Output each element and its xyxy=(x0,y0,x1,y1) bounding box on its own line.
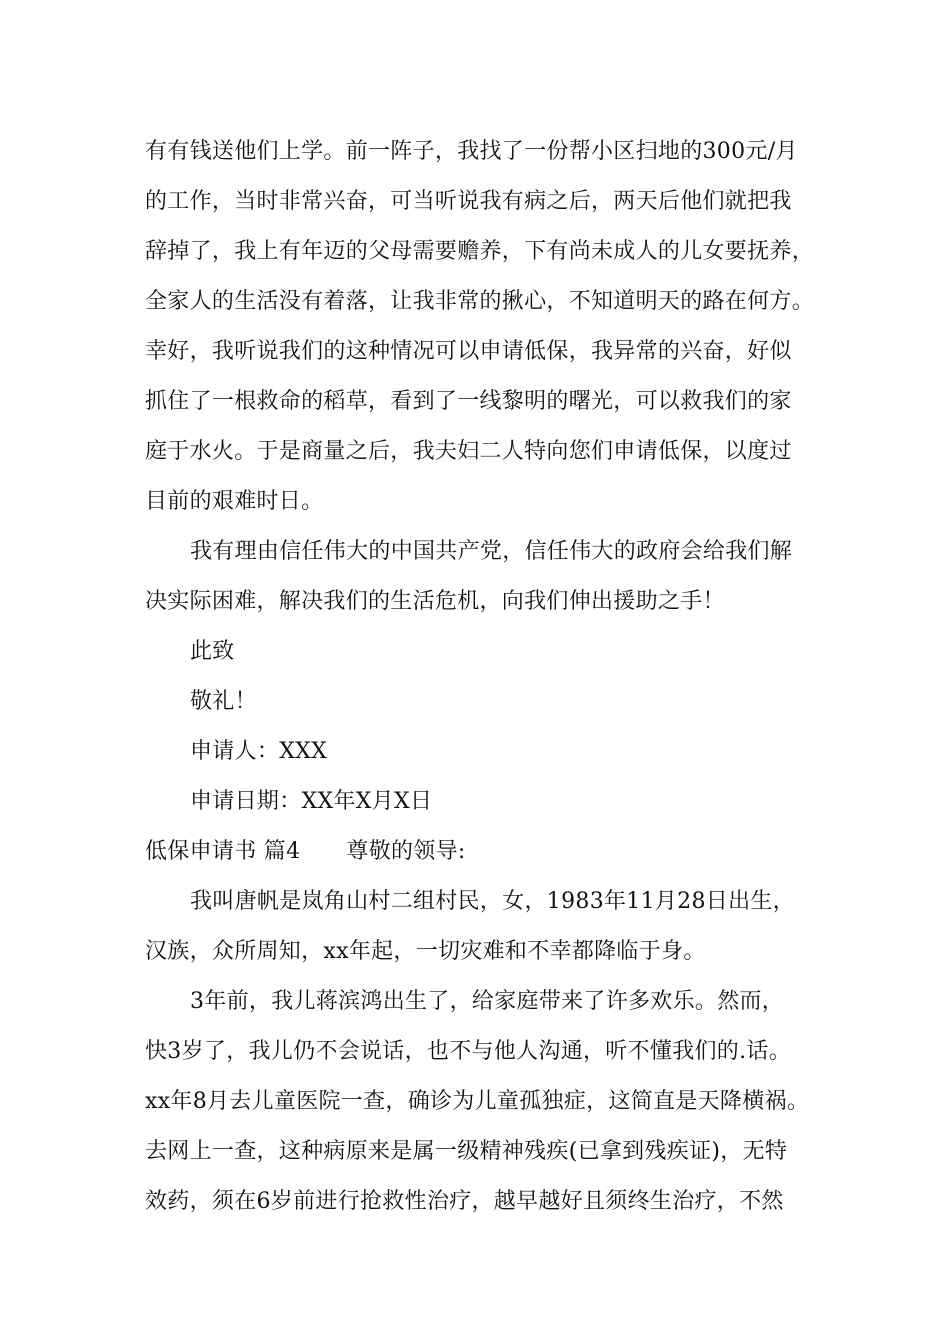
paragraph-line: 的工作，当时非常兴奋，可当听说我有病之后，两天后他们就把我 xyxy=(145,189,792,214)
applicant-name: 申请人：XXX xyxy=(190,739,328,764)
closing-cizhi: 此致 xyxy=(190,639,235,664)
paragraph-line: 决实际困难，解决我们的生活危机，向我们伸出援助之手！ xyxy=(145,589,725,614)
paragraph-line: 幸好，我听说我们的这种情况可以申请低保，我异常的兴奋，好似 xyxy=(145,339,792,364)
paragraph-line: 辞掉了，我上有年迈的父母需要赡养，下有尚未成人的儿女要抚养， xyxy=(145,239,815,264)
paragraph-line: 庭于水火。于是商量之后，我夫妇二人特向您们申请低保，以度过 xyxy=(145,439,792,464)
paragraph-line: 效药，须在6岁前进行抢救性治疗，越早越好且须终生治疗，不然 xyxy=(145,1189,784,1214)
paragraph-line: 去网上一查，这种病原来是属一级精神残疾(已拿到残疾证)，无特 xyxy=(145,1139,788,1164)
paragraph-line: 有有钱送他们上学。前一阵子，我找了一份帮小区扫地的300元/月 xyxy=(145,139,798,164)
section-title: 低保申请书 篇4 xyxy=(145,839,301,864)
paragraph-line: 汉族，众所周知，xx年起，一切灾难和不幸都降临于身。 xyxy=(145,939,706,964)
paragraph-line: 3年前，我儿蒋滨鸿出生了，给家庭带来了许多欢乐。然而， xyxy=(190,989,785,1014)
paragraph-line: 我有理由信任伟大的中国共产党，信任伟大的政府会给我们解 xyxy=(190,539,793,564)
paragraph-line: 我叫唐帆是岚角山村二组村民，女，1983年11月28日出生， xyxy=(190,889,795,914)
paragraph-line: 全家人的生活没有着落，让我非常的揪心，不知道明天的路在何方。 xyxy=(145,289,815,314)
paragraph-line: xx年8月去儿童医院一查，确诊为儿童孤独症，这简直是天降横祸。 xyxy=(145,1089,810,1114)
paragraph-line: 快3岁了，我儿仍不会说话，也不与他人沟通，听不懂我们的.话。 xyxy=(145,1039,791,1064)
salutation: 尊敬的领导: xyxy=(346,839,466,864)
paragraph-line: 抓住了一根救命的稻草，看到了一线黎明的曙光，可以救我们的家 xyxy=(145,389,792,414)
paragraph-line: 目前的艰难时日。 xyxy=(145,489,324,514)
closing-jingli: 敬礼！ xyxy=(190,689,257,714)
application-date: 申请日期：XX年X月X日 xyxy=(190,789,433,814)
section-heading xyxy=(145,837,466,867)
